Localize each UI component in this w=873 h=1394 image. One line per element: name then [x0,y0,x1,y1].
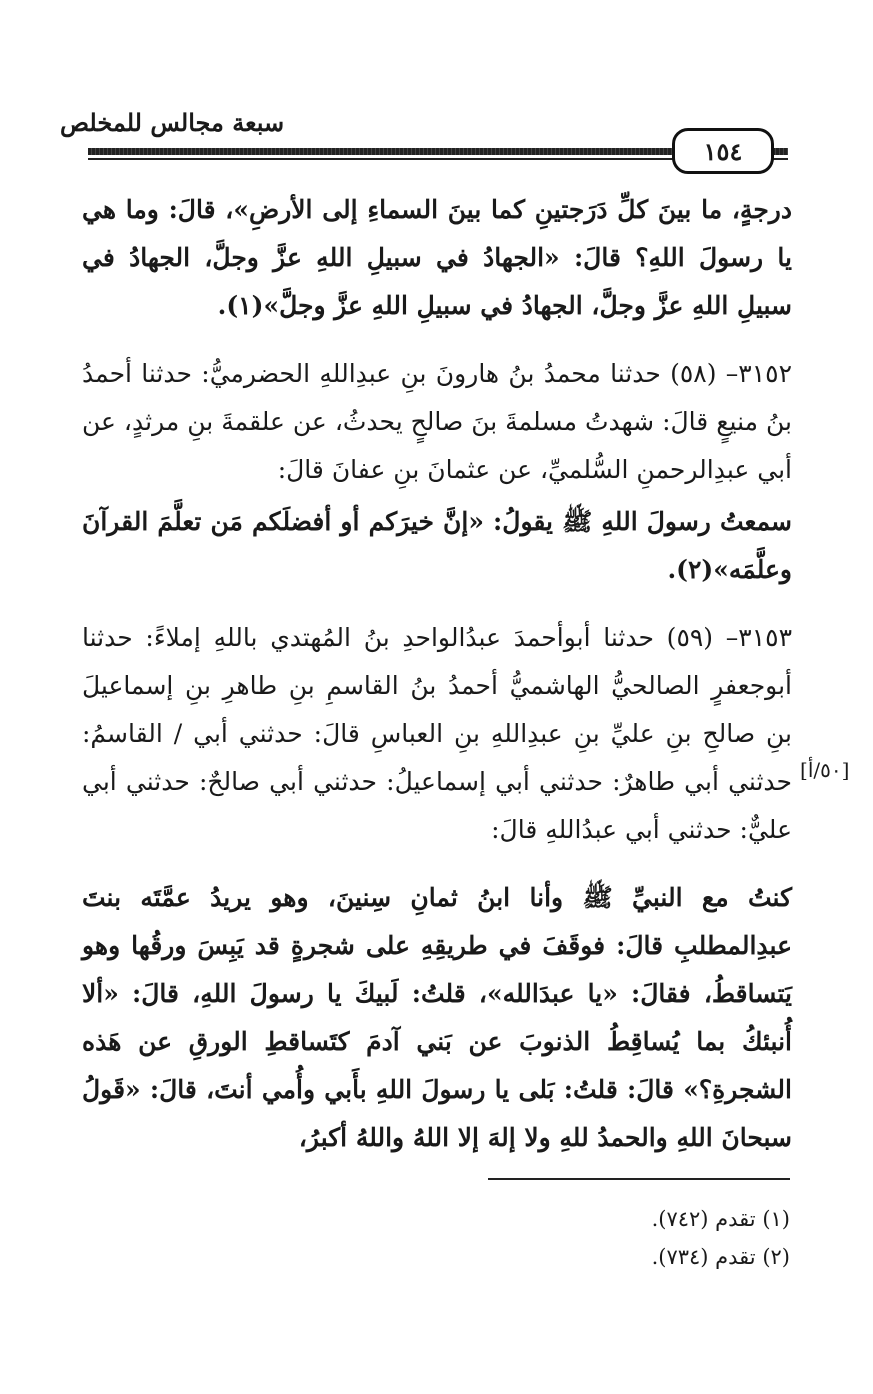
paragraph-3: سمعتُ رسولَ اللهِ ﷺ يقولُ: «إنَّ خيرَكم أو أفضلَكم مَن تعلَّمَ القرآنَ وعلَّمَه»(٢). [82,507,792,584]
margin-reference: [٥٠/أ] [800,758,850,782]
footnote-1: (١) تقدم (٧٤٢). [651,1207,790,1231]
running-title-text: سبعة مجالس للمخلص [60,108,285,137]
paragraph-1: درجةٍ، ما بينَ كلِّ دَرَجتينِ كما بينَ السماءِ إلى الأرضِ»، قالَ: وما هي يا رسولَ اللهِ؟ قالَ: «الجهادُ في سبيلِ اللهِ عزَّ وجلَّ، الجهادُ في سبيلِ اللهِ عزَّ وجلَّ، الجهادُ في سبيلِ اللهِ عزَّ وجلَّ»(١). [82,195,792,320]
footnotes [400,1200,790,1276]
paragraph-5: كنتُ مع النبيِّ ﷺ وأنا ابنُ ثمانِ سِنينَ، وهو يريدُ عمَّتَه بنتَ عبدِالمطلبِ قالَ: فوقَفَ في طريقِهِ على شجرةٍ قد يَبِسَ ورقُها وهو يَتساقطُ، فقالَ: «يا عبدَالله»، قلتُ: لَبيكَ يا رسولَ اللهِ، قالَ: «ألا أُنبئكُ بما يُساقِطُ الذنوبَ عن بَني آدمَ كتَساقطِ الورقِ عن هَذه الشجرةِ؟» قالَ: قلتُ: بَلى يا رسولَ اللهِ بأَبي وأُمي أنتَ، قالَ: «قَولُ سبحانَ اللهِ والحمدُ للهِ ولا إلهَ إلا اللهُ واللهُ أكبرُ، [82,883,792,1152]
paragraph-hadith-3153: ٣١٥٣– (٥٩) حدثنا أبوأحمدَ عبدُالواحدِ بنُ المُهتدي باللهِ إملاءً: حدثنا أبوجعفرٍ الصالحيُّ الهاشميُّ أحمدُ بنُ القاسمِ بنِ طاهرِ بنِ إسماعيلَ بنِ صالحِ بنِ عليِّ بنِ عبدِاللهِ بنِ العباسِ قالَ: حدثني أبي / القاسمُ: حدثني أبي طاهرٌ: حدثني أبي إسماعيلُ: حدثني أبي صالحٌ: حدثني أبي عليٌّ: حدثني أبي عبدُاللهِ قالَ: [82,623,792,844]
page-number: ١٥٤ [672,128,774,174]
paragraph-hadith-3152: ٣١٥٢– (٥٨) حدثنا محمدُ بنُ هارونَ بنِ عبدِاللهِ الحضرميُّ: حدثنا أحمدُ بنُ منيعٍ قالَ: شهدتُ مسلمةَ بنَ صالحٍ يحدثُ، عن علقمةَ بنِ مرثدٍ، عن أبي عبدِالرحمنِ السُّلميِّ، عن عثمانَ بنِ عفانَ قالَ: [82,359,792,484]
footnote-separator [488,1178,790,1180]
footnote-2: (٢) تقدم (٧٣٤). [651,1245,790,1269]
main-text [82,186,792,1162]
